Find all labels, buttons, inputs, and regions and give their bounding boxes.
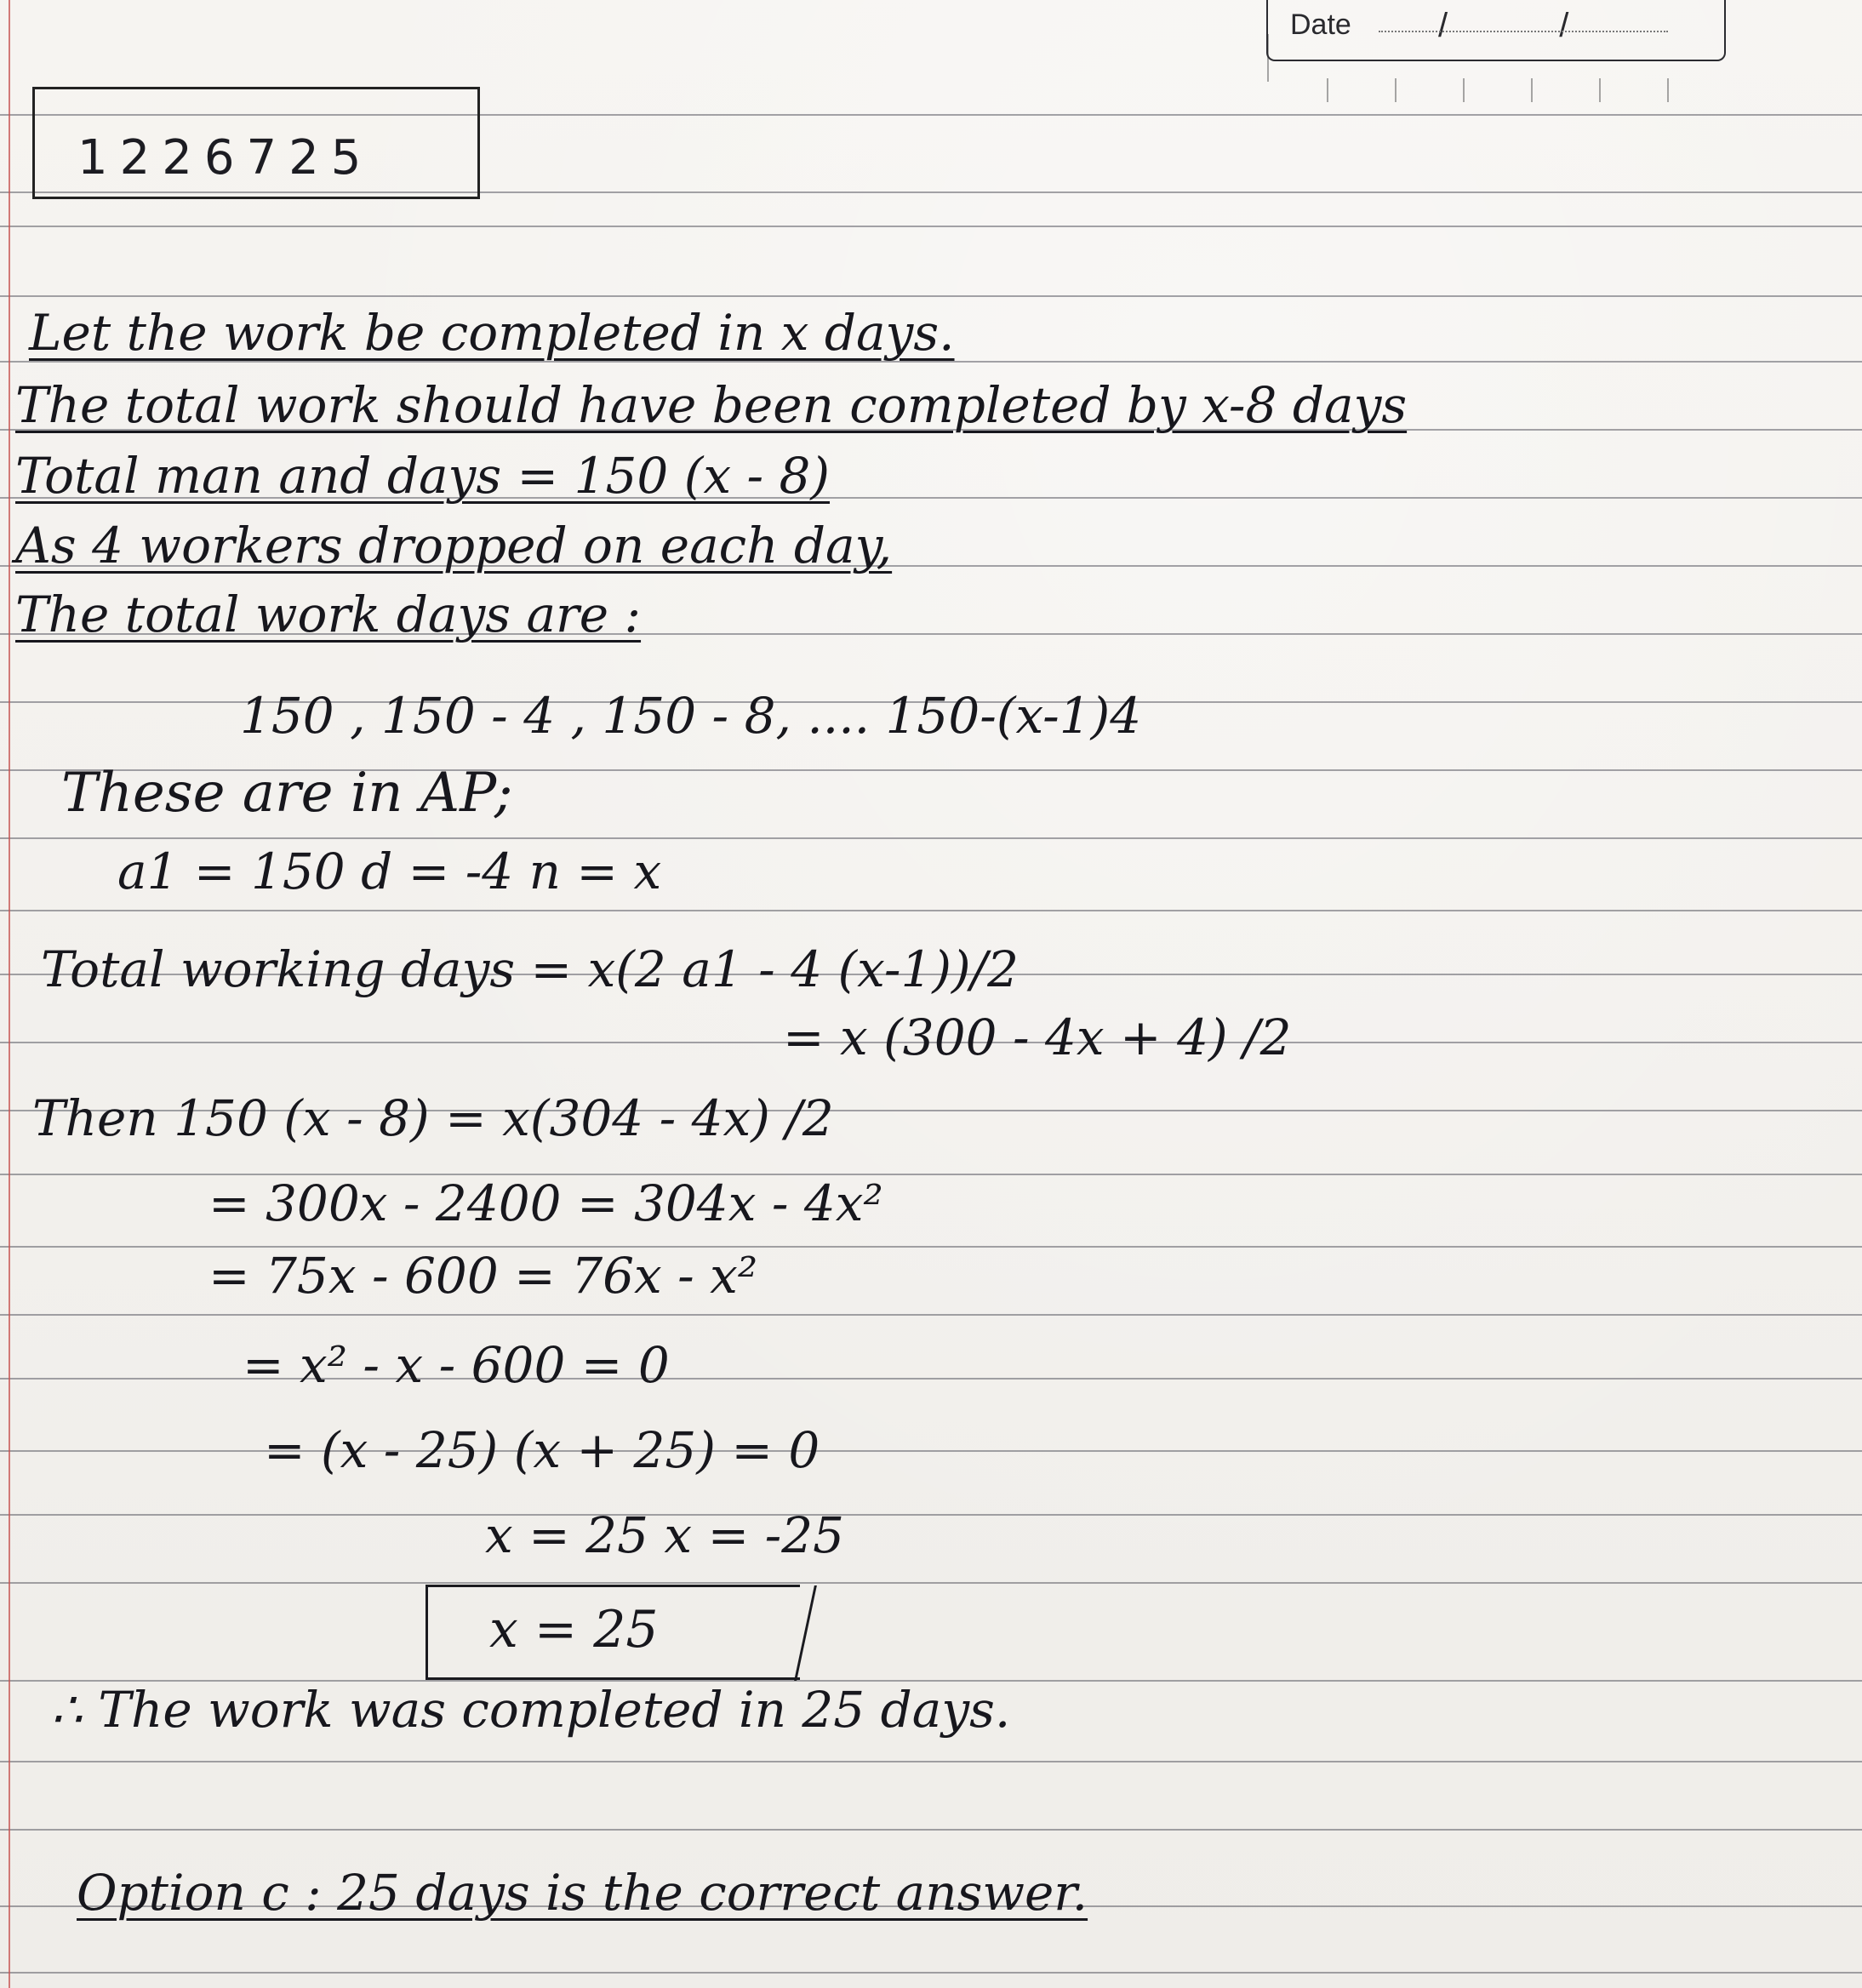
line-8: a1 = 150 d = -4 n = x (117, 843, 662, 900)
line-19: Option c : 25 days is the correct answer. (77, 1864, 1088, 1922)
date-dotted-line (1379, 31, 1668, 32)
line-10: = x (300 - 4x + 4) /2 (783, 1008, 1292, 1066)
line-17-boxed-answer: x = 25 (489, 1600, 659, 1660)
line-2: The total work should have been completed by x-8 days (15, 376, 1408, 434)
date-box (1266, 0, 1726, 61)
date-slashes: / / (1438, 7, 1620, 44)
line-4: As 4 workers dropped on each day, (15, 517, 893, 574)
line-18: ∴ The work was completed in 25 days. (51, 1681, 1011, 1739)
line-12: = 300x - 2400 = 304x - 4x² (208, 1174, 883, 1232)
line-16: x = 25 x = -25 (485, 1506, 845, 1564)
line-6: 150 , 150 - 4 , 150 - 8, .... 150-(x-1)4 (240, 687, 1142, 745)
line-11: Then 150 (x - 8) = x(304 - 4x) /2 (32, 1089, 834, 1147)
line-9: Total working days = x(2 a1 - 4 (x-1))/2 (41, 940, 1020, 998)
line-3: Total man and days = 150 (x - 8) (15, 447, 831, 505)
line-1: Let the work be completed in x days. (29, 304, 955, 362)
question-id-box (32, 87, 480, 199)
line-14: = x² - x - 600 = 0 (243, 1336, 670, 1394)
line-15: = (x - 25) (x + 25) = 0 (264, 1421, 820, 1479)
line-5: The total work days are : (15, 586, 642, 643)
date-label: Date (1290, 9, 1351, 41)
question-id: 1226725 (77, 130, 374, 186)
margin-line (9, 0, 10, 1988)
line-13: = 75x - 600 = 76x - x² (208, 1247, 758, 1305)
line-7: These are in AP; (61, 762, 513, 825)
